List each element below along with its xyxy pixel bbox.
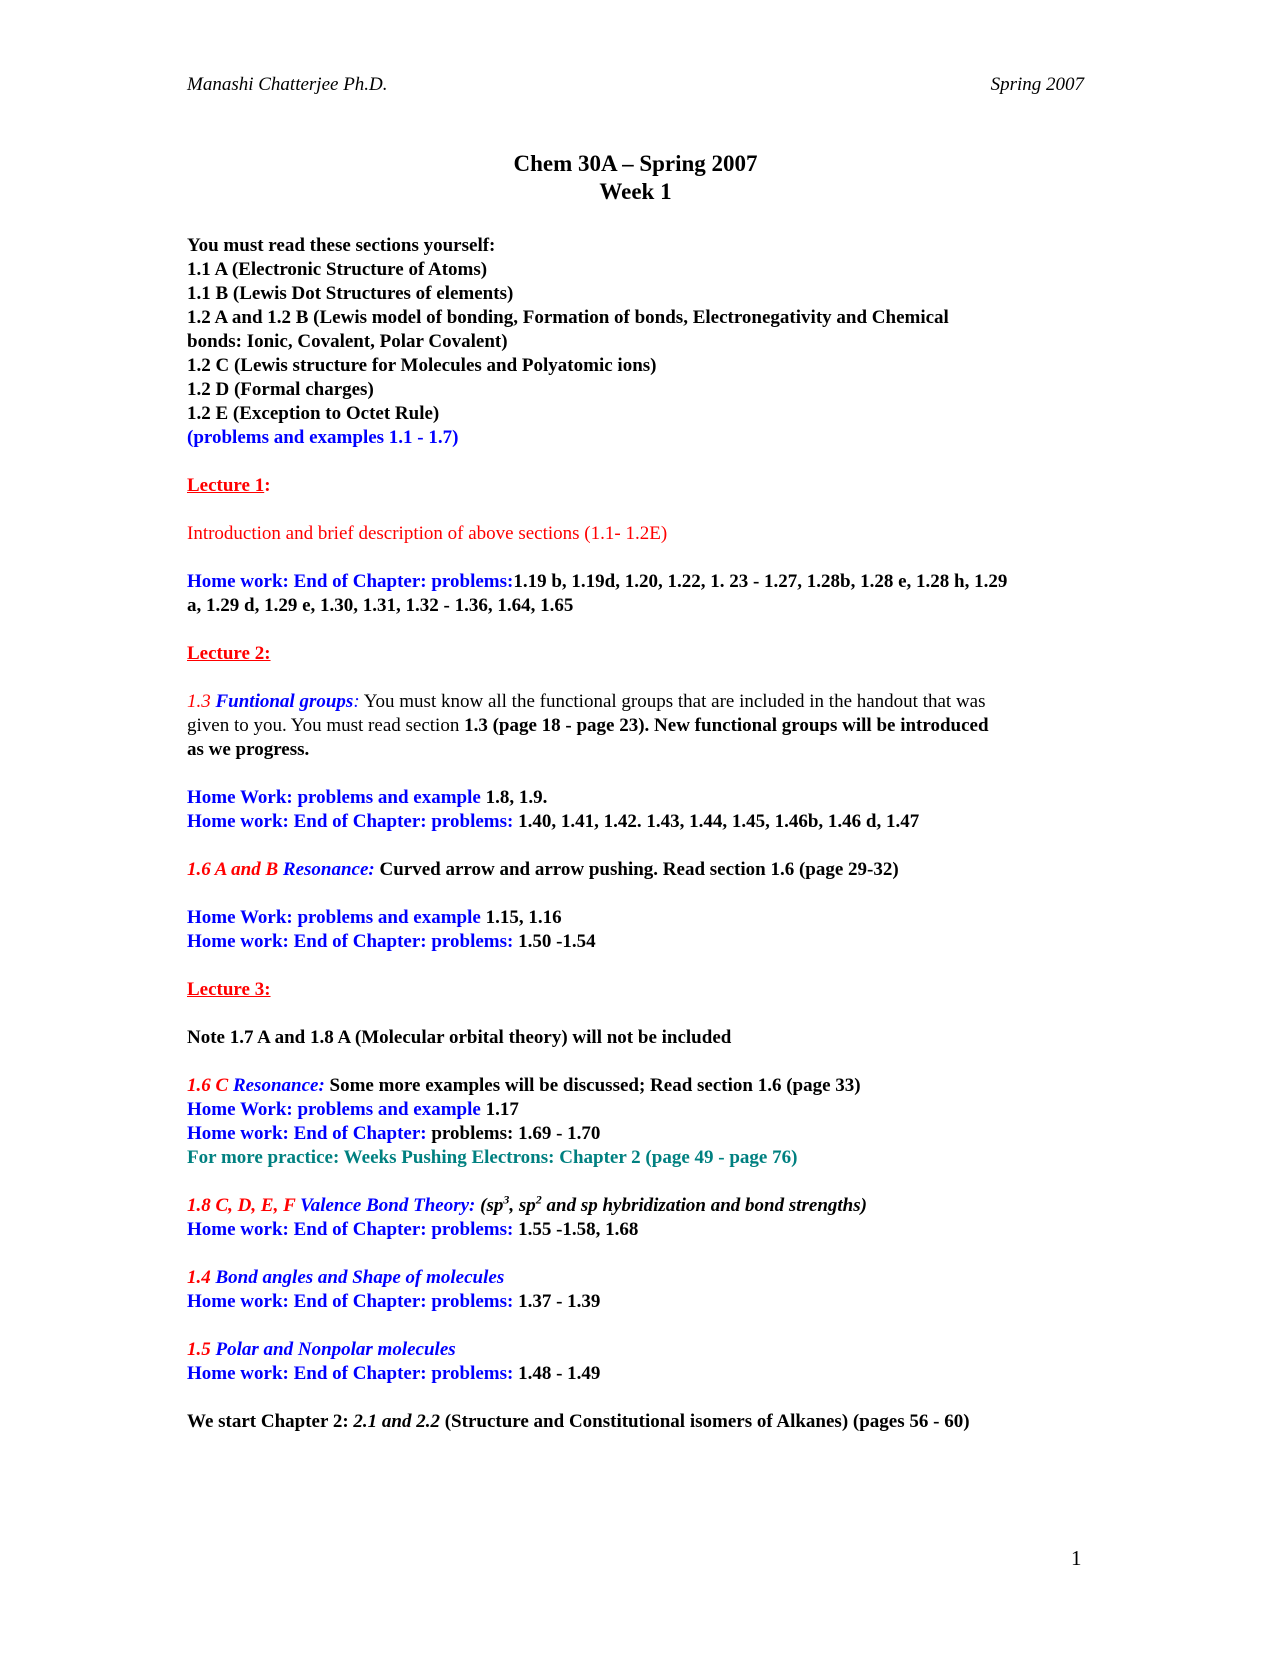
reading-problems: (problems and examples 1.1 - 1.7) — [187, 427, 459, 448]
lecture-2-heading: Lecture 2: — [187, 643, 271, 664]
reading-item: 1.2 C (Lewis structure for Molecules and Polyatomic ions) — [187, 355, 657, 376]
lecture-3-heading: Lecture 3: — [187, 979, 271, 1000]
polar-molecules-block: 1.5 Polar and Nonpolar molecules Home work: End of Chapter: problems: 1.48 - 1.49 — [187, 1339, 601, 1384]
lecture-1-intro: Introduction and brief description of above sections (1.1- 1.2E) — [187, 523, 668, 544]
functional-groups-paragraph: 1.3 Funtional groups: You must know all the functional groups that are included in the handout that was given to you. You must read section 1.3 (page 18 - page 23). New functional groups will be introduced as we progress. — [187, 691, 989, 760]
header-author: Manashi Chatterjee Ph.D. — [187, 74, 388, 95]
reading-intro: You must read these sections yourself: — [187, 235, 496, 256]
reading-item: bonds: Ionic, Covalent, Polar Covalent) — [187, 331, 508, 352]
title-week: Week 1 — [599, 179, 672, 204]
reading-item: 1.2 D (Formal charges) — [187, 379, 374, 400]
lecture-1-homework: Home work: End of Chapter: problems:1.19 b, 1.19d, 1.20, 1.22, 1. 23 - 1.27, 1.28b, 1.28 e, 1.28 h, 1.29 a, 1.29 d, 1.29 e, 1.30, 1.31, 1.32 - 1.36, 1.64, 1.65 — [187, 571, 1008, 616]
lecture-3-note: Note 1.7 A and 1.8 A (Molecular orbital theory) will not be included — [187, 1027, 732, 1048]
resonance-c-block: 1.6 C Resonance: Some more examples will be discussed; Read section 1.6 (page 33) Home Work: problems and example 1.17 Home work: End of Chapter: problems: 1.69 - 1.70 For more practice: Weeks Pushing Electrons: Chapter 2 (page 49 - page 76) — [187, 1075, 861, 1168]
page-number: 1 — [1071, 1546, 1082, 1570]
reading-item: 1.1 B (Lewis Dot Structures of elements) — [187, 283, 514, 304]
bond-angles-block: 1.4 Bond angles and Shape of molecules Home work: End of Chapter: problems: 1.37 - 1.39 — [187, 1267, 601, 1312]
lecture-2-homework: Home Work: problems and example 1.8, 1.9. Home work: End of Chapter: problems: 1.40, 1.41, 1.42. 1.43, 1.44, 1.45, 1.46b, 1.46 d, 1.47 — [187, 787, 920, 832]
valence-bond-block: 1.8 C, D, E, F Valence Bond Theory: ($sp^3$, $sp^2$ and sp hybridization and bond strengths) Home work: End of Chapter: problems: 1.55 -1.58, 1.68 — [187, 1192, 867, 1240]
lecture-1-heading: Lecture 1: — [187, 475, 271, 496]
chapter-2-line: We start Chapter 2: 2.1 and 2.2 (Structure and Constitutional isomers of Alkanes) (pages 56 - 60) — [187, 1411, 970, 1432]
reading-item: 1.1 A (Electronic Structure of Atoms) — [187, 259, 488, 280]
reading-item: 1.2 E (Exception to Octet Rule) — [187, 403, 440, 424]
document-body — [187, 150, 1097, 1434]
reading-item: 1.2 A and 1.2 B (Lewis model of bonding, Formation of bonds, Electronegativity and Chemical — [187, 307, 949, 328]
resonance-ab-line: 1.6 A and B Resonance: Curved arrow and arrow pushing. Read section 1.6 (page 29-32) — [187, 859, 899, 880]
header-term: Spring 2007 — [990, 74, 1084, 95]
lecture-2-resonance-homework: Home Work: problems and example 1.15, 1.16 Home work: End of Chapter: problems: 1.50 -1.54 — [187, 907, 596, 952]
document-title — [187, 150, 1084, 206]
title-course: Chem 30A – Spring 2007 — [513, 151, 758, 176]
reading-section — [187, 234, 1097, 450]
